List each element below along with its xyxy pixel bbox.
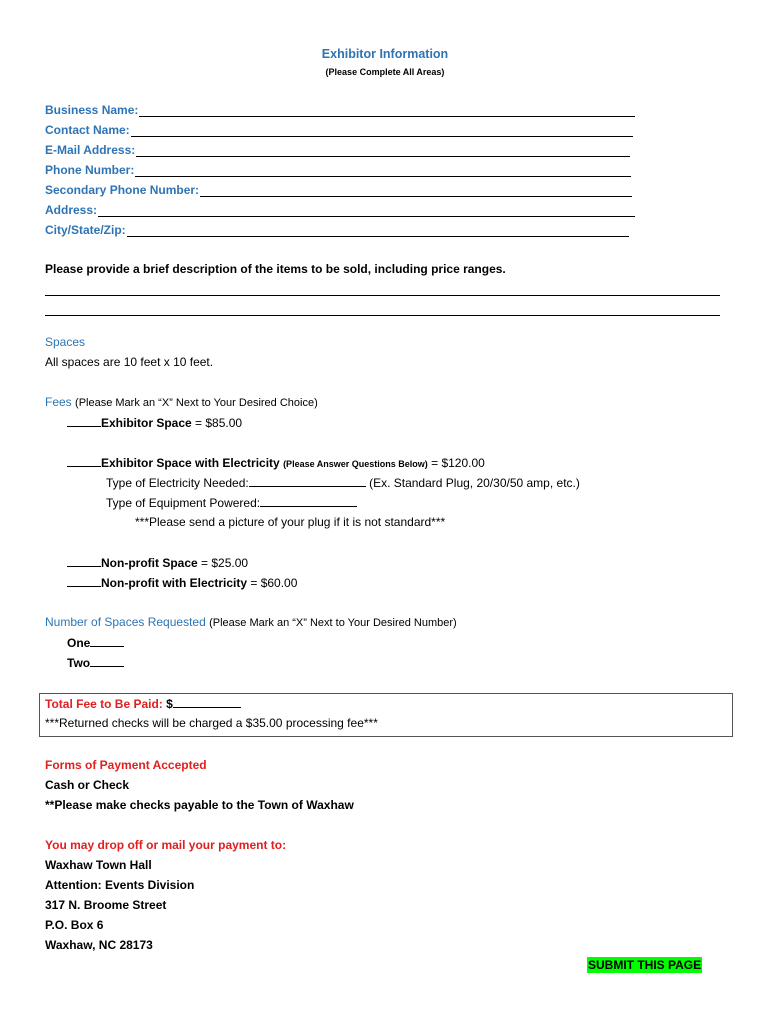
num-spaces-heading: Number of Spaces Requested — [45, 615, 206, 629]
exhibitor-electric-option[interactable] — [67, 455, 485, 470]
equipment-powered-row[interactable] — [106, 495, 357, 510]
exhibitor-space-option[interactable] — [67, 415, 242, 430]
phone-field[interactable] — [45, 161, 631, 177]
fees-row — [45, 395, 318, 409]
spaces-text: All spaces are 10 feet x 10 feet. — [45, 355, 214, 369]
returned-checks-note: ***Returned checks will be charged a $35.00 processing fee*** — [45, 716, 378, 730]
exhibitor-space-mark[interactable] — [67, 415, 101, 427]
two-space-option[interactable] — [67, 655, 124, 670]
email-field[interactable] — [45, 141, 630, 157]
one-space-mark[interactable] — [90, 635, 124, 647]
address-field[interactable] — [45, 201, 635, 217]
spaces-heading: Spaces — [45, 335, 86, 349]
exhibitor-electric-label: Exhibitor Space with Electricity — [101, 456, 280, 470]
phone-input[interactable] — [135, 164, 631, 177]
total-fee-label: Total Fee to Be Paid: — [45, 697, 163, 711]
secondary-phone-field[interactable] — [45, 181, 632, 197]
nonprofit-space-option[interactable] — [67, 555, 248, 570]
page-title: Exhibitor Information — [321, 47, 449, 61]
nonprofit-electric-label: Non-profit with Electricity — [101, 576, 248, 590]
secondary-phone-label: Secondary Phone Number: — [45, 183, 200, 197]
business-name-label: Business Name: — [45, 103, 139, 117]
total-fee-currency: $ — [166, 697, 173, 711]
mail-line: Waxhaw Town Hall — [45, 858, 152, 872]
description-line-1[interactable] — [45, 295, 720, 296]
nonprofit-space-price: = $25.00 — [197, 556, 249, 570]
nonprofit-electric-mark[interactable] — [67, 575, 101, 587]
electricity-needed-label: Type of Electricity Needed: — [106, 476, 249, 490]
mail-heading: You may drop off or mail your payment to: — [45, 838, 287, 852]
city-state-zip-label: City/State/Zip: — [45, 223, 126, 237]
total-fee-row[interactable] — [45, 696, 241, 711]
address-input[interactable] — [98, 204, 635, 217]
exhibitor-electric-mark[interactable] — [67, 455, 101, 467]
nonprofit-electric-price: = $60.00 — [247, 576, 298, 590]
contact-name-input[interactable] — [131, 124, 633, 137]
payable-note: **Please make checks payable to the Town of Waxhaw — [45, 798, 354, 812]
mail-line: 317 N. Broome Street — [45, 898, 167, 912]
payment-methods: Cash or Check — [45, 778, 130, 792]
electricity-needed-hint: (Ex. Standard Plug, 20/30/50 amp, etc.) — [365, 476, 580, 490]
submit-page-button[interactable]: SUBMIT THIS PAGE — [588, 958, 702, 972]
contact-name-field[interactable] — [45, 121, 633, 137]
plug-note: ***Please send a picture of your plug if it is not standard*** — [135, 515, 446, 529]
num-spaces-row — [45, 615, 457, 629]
mail-line: P.O. Box 6 — [45, 918, 104, 932]
phone-label: Phone Number: — [45, 163, 135, 177]
electricity-needed-row[interactable] — [106, 475, 580, 490]
payment-heading: Forms of Payment Accepted — [45, 758, 207, 772]
city-state-zip-input[interactable] — [127, 224, 629, 237]
two-space-label: Two — [67, 656, 91, 670]
fees-heading: Fees — [45, 395, 72, 409]
email-input[interactable] — [136, 144, 630, 157]
equipment-powered-label: Type of Equipment Powered: — [106, 496, 261, 510]
exhibitor-electric-note: (Please Answer Questions Below) — [283, 459, 428, 469]
email-label: E-Mail Address: — [45, 143, 136, 157]
contact-name-label: Contact Name: — [45, 123, 130, 137]
mail-line: Waxhaw, NC 28173 — [45, 938, 153, 952]
secondary-phone-input[interactable] — [200, 184, 632, 197]
fees-note: (Please Mark an “X” Next to Your Desired Choice) — [75, 397, 318, 409]
exhibitor-electric-price: = $120.00 — [427, 456, 485, 470]
total-fee-input[interactable] — [173, 696, 241, 708]
num-spaces-note: (Please Mark an “X” Next to Your Desired Number) — [209, 617, 457, 629]
description-prompt: Please provide a brief description of the items to be sold, including price ranges. — [45, 262, 506, 276]
description-line-2[interactable] — [45, 315, 720, 316]
page-subtitle: (Please Complete All Areas) — [325, 67, 445, 77]
equipment-powered-input[interactable] — [260, 495, 357, 507]
business-name-input[interactable] — [139, 104, 635, 117]
one-space-option[interactable] — [67, 635, 124, 650]
electricity-needed-input[interactable] — [249, 475, 366, 487]
nonprofit-space-mark[interactable] — [67, 555, 101, 567]
city-state-zip-field[interactable] — [45, 221, 629, 237]
nonprofit-electric-option[interactable] — [67, 575, 297, 590]
one-space-label: One — [67, 636, 91, 650]
exhibitor-space-price: = $85.00 — [191, 416, 243, 430]
mail-line: Attention: Events Division — [45, 878, 195, 892]
two-space-mark[interactable] — [90, 655, 124, 667]
exhibitor-space-label: Exhibitor Space — [101, 416, 192, 430]
address-label: Address: — [45, 203, 98, 217]
nonprofit-space-label: Non-profit Space — [101, 556, 198, 570]
business-name-field[interactable] — [45, 101, 635, 117]
